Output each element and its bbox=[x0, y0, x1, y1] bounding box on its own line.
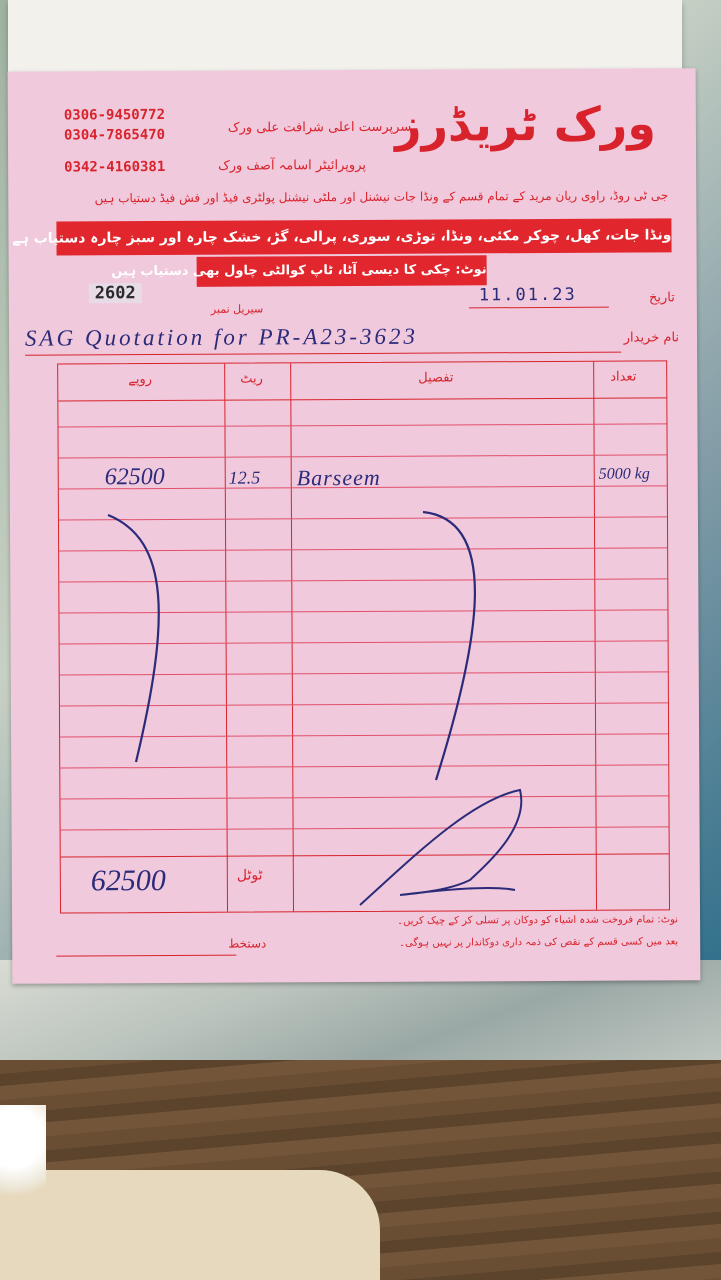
buyer-value: SAG Quotation for PR-A23-3623 bbox=[24, 323, 419, 351]
col-header-amount: روپے bbox=[128, 372, 153, 388]
products-banner: ونڈا جات، کھل، چوکر مکئی، ونڈا، توڑی، سوری، پرالی، گڑ، خشک چارہ اور سبز چارہ دستیاب ہے bbox=[56, 218, 671, 255]
brand-title: ورک ٹریڈرز bbox=[394, 96, 657, 152]
total-value: 62500 bbox=[90, 863, 166, 898]
buyer-label: نام خریدار bbox=[623, 330, 680, 346]
col-header-rate: ریٹ bbox=[240, 371, 263, 387]
row-rate: 12.5 bbox=[228, 467, 261, 488]
signature-scribble bbox=[360, 790, 521, 905]
phone-3: 0342-4160381 bbox=[64, 158, 166, 176]
row-details: Barseem bbox=[296, 464, 381, 491]
phone-1: 0306-9450772 bbox=[63, 106, 166, 124]
footer-note-2: بعد میں کسی قسم کے نقص کی ذمہ داری دوکاندار پر نہیں ہوگی۔ bbox=[399, 936, 679, 949]
ditto-stroke-middle bbox=[423, 512, 475, 780]
note-banner: نوٹ: چکی کا دیسی آٹا، ٹاپ کوالٹی چاول بھی دستیاب ہیں bbox=[197, 255, 487, 287]
phone-2: 0304-7865470 bbox=[63, 126, 166, 144]
ditto-stroke-left bbox=[108, 515, 159, 762]
proprietor-line: پروپرائیٹر اسامہ آصف ورک bbox=[218, 157, 367, 174]
row-amount: 62500 bbox=[104, 463, 165, 491]
col-header-details: تفصیل bbox=[418, 370, 454, 386]
date-label: تاریخ bbox=[648, 290, 675, 306]
footer-note-1: نوٹ: تمام فروخت شدہ اشیاء کو دوکان پر تسلی کر کے چیک کریں۔ bbox=[397, 914, 679, 927]
row-quantity: 5000 kg bbox=[598, 465, 650, 483]
signature-label: دستخط bbox=[228, 936, 267, 951]
serial-number: 2602 bbox=[89, 283, 142, 303]
date-value: 11.01.23 bbox=[478, 284, 577, 306]
address-line: جی ٹی روڈ، راوی ریان مرید کے تمام قسم کے ونڈا جات نیشنل اور ملٹی نیشنل پولٹری فیڈ اور فش فیڈ دستیاب ہیں bbox=[94, 188, 669, 206]
col-header-quantity: تعداد bbox=[610, 369, 637, 385]
total-label: ٹوٹل bbox=[236, 867, 263, 884]
patron-line: سرپرست اعلی شرافت علی ورک bbox=[227, 119, 412, 136]
serial-label: سیریل نمبر bbox=[210, 302, 264, 316]
